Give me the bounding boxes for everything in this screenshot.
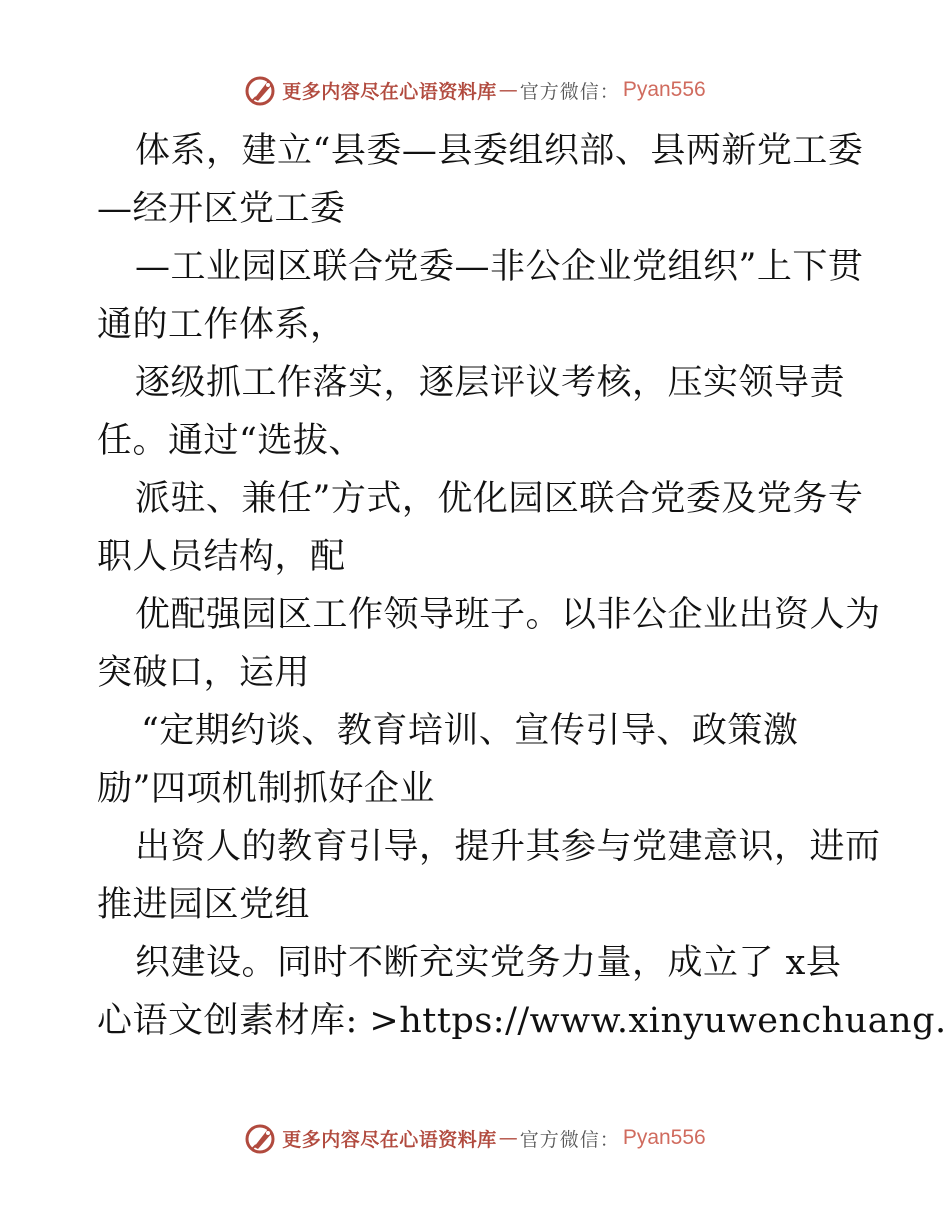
watermark-text: 更多内容尽在心语资料库 (282, 1128, 497, 1151)
text-line: 体系，建立“县委—县委组织部、县两新党工委 (135, 131, 864, 171)
text-line: 励”四项机制抓好企业 (97, 769, 435, 809)
text-line: 派驻、兼任”方式，优化园区联合党委及党务专 (135, 479, 864, 519)
watermark-colon: ： (599, 1128, 619, 1151)
fountain-pen-logo-icon (244, 1121, 278, 1155)
watermark-wechat-label: 官方微信 (519, 80, 600, 103)
watermark-wechat-id: Pyan556 (622, 1126, 706, 1149)
fountain-pen-logo-icon (244, 73, 278, 107)
text-line: 出资人的教育引导，提升其参与党建意识，进而 (135, 827, 881, 867)
document-body (97, 122, 947, 1050)
text-line: 推进园区党组 (97, 885, 311, 925)
text-line: 织建设。同时不断充实党务力量，成立了 x县 (135, 943, 842, 983)
watermark-banner-bottom (0, 1118, 950, 1158)
text-line: —经开区党工委 (97, 189, 346, 229)
text-line: 突破口，运用 (97, 653, 311, 693)
watermark-wechat-label: 官方微信 (519, 1128, 600, 1151)
watermark-banner-top (0, 70, 950, 110)
text-line: 逐级抓工作落实，逐层评议考核，压实领导责 (135, 363, 846, 403)
watermark-text: 更多内容尽在心语资料库 (282, 80, 497, 103)
text-line: 通的工作体系， (97, 305, 346, 345)
text-line: —工业园区联合党委—非公企业党组织”上下贯 (135, 247, 864, 287)
text-line: 任。通过“选拔、 (97, 421, 364, 461)
watermark-wechat-id: Pyan556 (622, 78, 706, 101)
watermark-colon: ： (599, 80, 619, 103)
watermark-dash: — (498, 79, 518, 101)
watermark-dash: — (498, 1127, 518, 1149)
text-line: 优配强园区工作领导班子。以非公企业出资人为 (135, 595, 881, 635)
text-line: “定期约谈、教育培训、宣传引导、政策激 (141, 711, 799, 751)
text-line-source-link: 心语文创素材库: >https://www.xinyuwenchuang. (97, 1001, 947, 1041)
text-line: 职人员结构，配 (97, 537, 346, 577)
